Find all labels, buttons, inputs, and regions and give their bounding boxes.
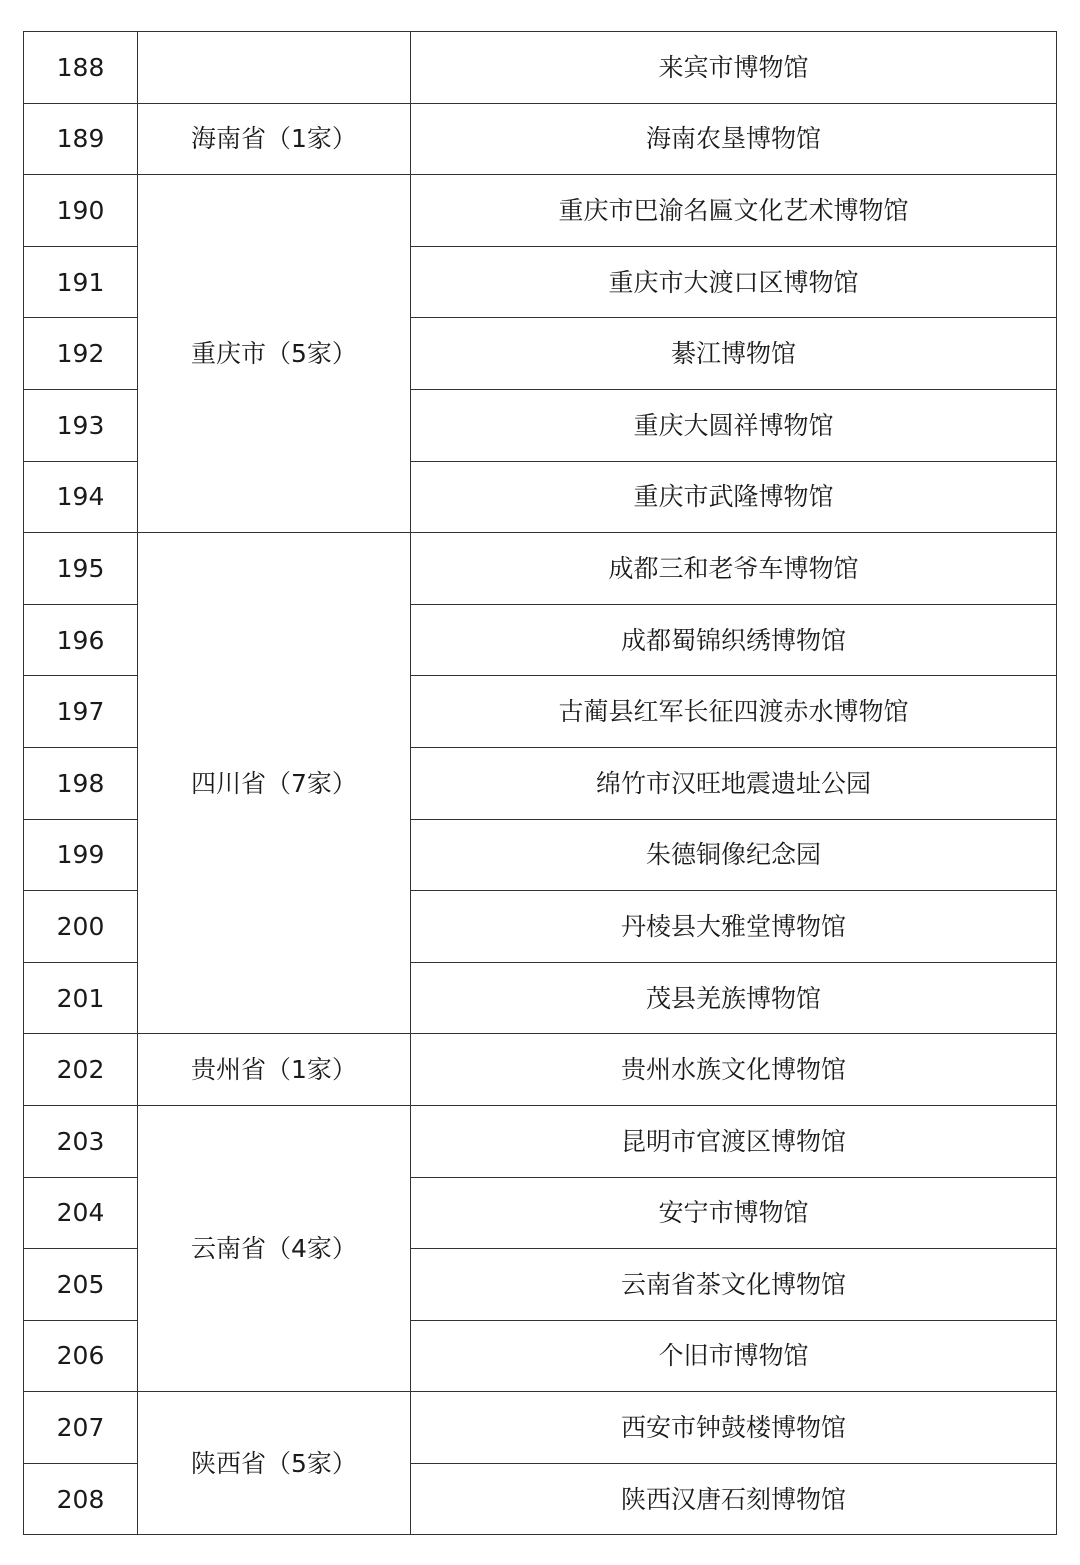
row-number: 198 <box>24 747 138 819</box>
museum-name: 昆明市官渡区博物馆 <box>411 1105 1057 1177</box>
museum-name: 重庆市大渡口区博物馆 <box>411 246 1057 318</box>
table-row <box>24 1392 1057 1464</box>
museum-name: 重庆市武隆博物馆 <box>411 461 1057 533</box>
row-number: 201 <box>24 962 138 1034</box>
province-cell: 海南省（1家） <box>138 103 411 175</box>
province-cell: 贵州省（1家） <box>138 1034 411 1106</box>
province-cell <box>138 32 411 104</box>
row-number: 195 <box>24 533 138 605</box>
row-number: 197 <box>24 676 138 748</box>
row-number: 199 <box>24 819 138 891</box>
row-number: 202 <box>24 1034 138 1106</box>
museum-name: 海南农垦博物馆 <box>411 103 1057 175</box>
table-row <box>24 533 1057 605</box>
museum-name: 陕西汉唐石刻博物馆 <box>411 1463 1057 1535</box>
museum-name: 成都三和老爷车博物馆 <box>411 533 1057 605</box>
province-cell: 陕西省（5家） <box>138 1392 411 1535</box>
museum-name: 云南省茶文化博物馆 <box>411 1249 1057 1321</box>
province-cell: 云南省（4家） <box>138 1105 411 1391</box>
row-number: 193 <box>24 389 138 461</box>
museum-name: 成都蜀锦织绣博物馆 <box>411 604 1057 676</box>
row-number: 189 <box>24 103 138 175</box>
row-number: 200 <box>24 891 138 963</box>
row-number: 196 <box>24 604 138 676</box>
museum-name: 重庆市巴渝名匾文化艺术博物馆 <box>411 175 1057 247</box>
province-cell: 四川省（7家） <box>138 533 411 1034</box>
museum-name: 西安市钟鼓楼博物馆 <box>411 1392 1057 1464</box>
table-body <box>24 32 1057 1535</box>
museum-name: 綦江博物馆 <box>411 318 1057 390</box>
row-number: 194 <box>24 461 138 533</box>
museum-name: 重庆大圆祥博物馆 <box>411 389 1057 461</box>
museum-name: 安宁市博物馆 <box>411 1177 1057 1249</box>
table-row <box>24 32 1057 104</box>
museum-name: 绵竹市汉旺地震遗址公园 <box>411 747 1057 819</box>
museum-list-table <box>23 31 1057 1535</box>
province-cell: 重庆市（5家） <box>138 175 411 533</box>
table-row <box>24 103 1057 175</box>
museum-name: 朱德铜像纪念园 <box>411 819 1057 891</box>
row-number: 207 <box>24 1392 138 1464</box>
row-number: 205 <box>24 1249 138 1321</box>
row-number: 206 <box>24 1320 138 1392</box>
museum-name: 古蔺县红军长征四渡赤水博物馆 <box>411 676 1057 748</box>
museum-name: 个旧市博物馆 <box>411 1320 1057 1392</box>
row-number: 208 <box>24 1463 138 1535</box>
museum-name: 丹棱县大雅堂博物馆 <box>411 891 1057 963</box>
museum-name: 贵州水族文化博物馆 <box>411 1034 1057 1106</box>
table-row <box>24 1034 1057 1106</box>
table-row <box>24 175 1057 247</box>
row-number: 204 <box>24 1177 138 1249</box>
table-row <box>24 1105 1057 1177</box>
row-number: 190 <box>24 175 138 247</box>
row-number: 188 <box>24 32 138 104</box>
row-number: 192 <box>24 318 138 390</box>
row-number: 191 <box>24 246 138 318</box>
row-number: 203 <box>24 1105 138 1177</box>
museum-name: 茂县羌族博物馆 <box>411 962 1057 1034</box>
museum-name: 来宾市博物馆 <box>411 32 1057 104</box>
